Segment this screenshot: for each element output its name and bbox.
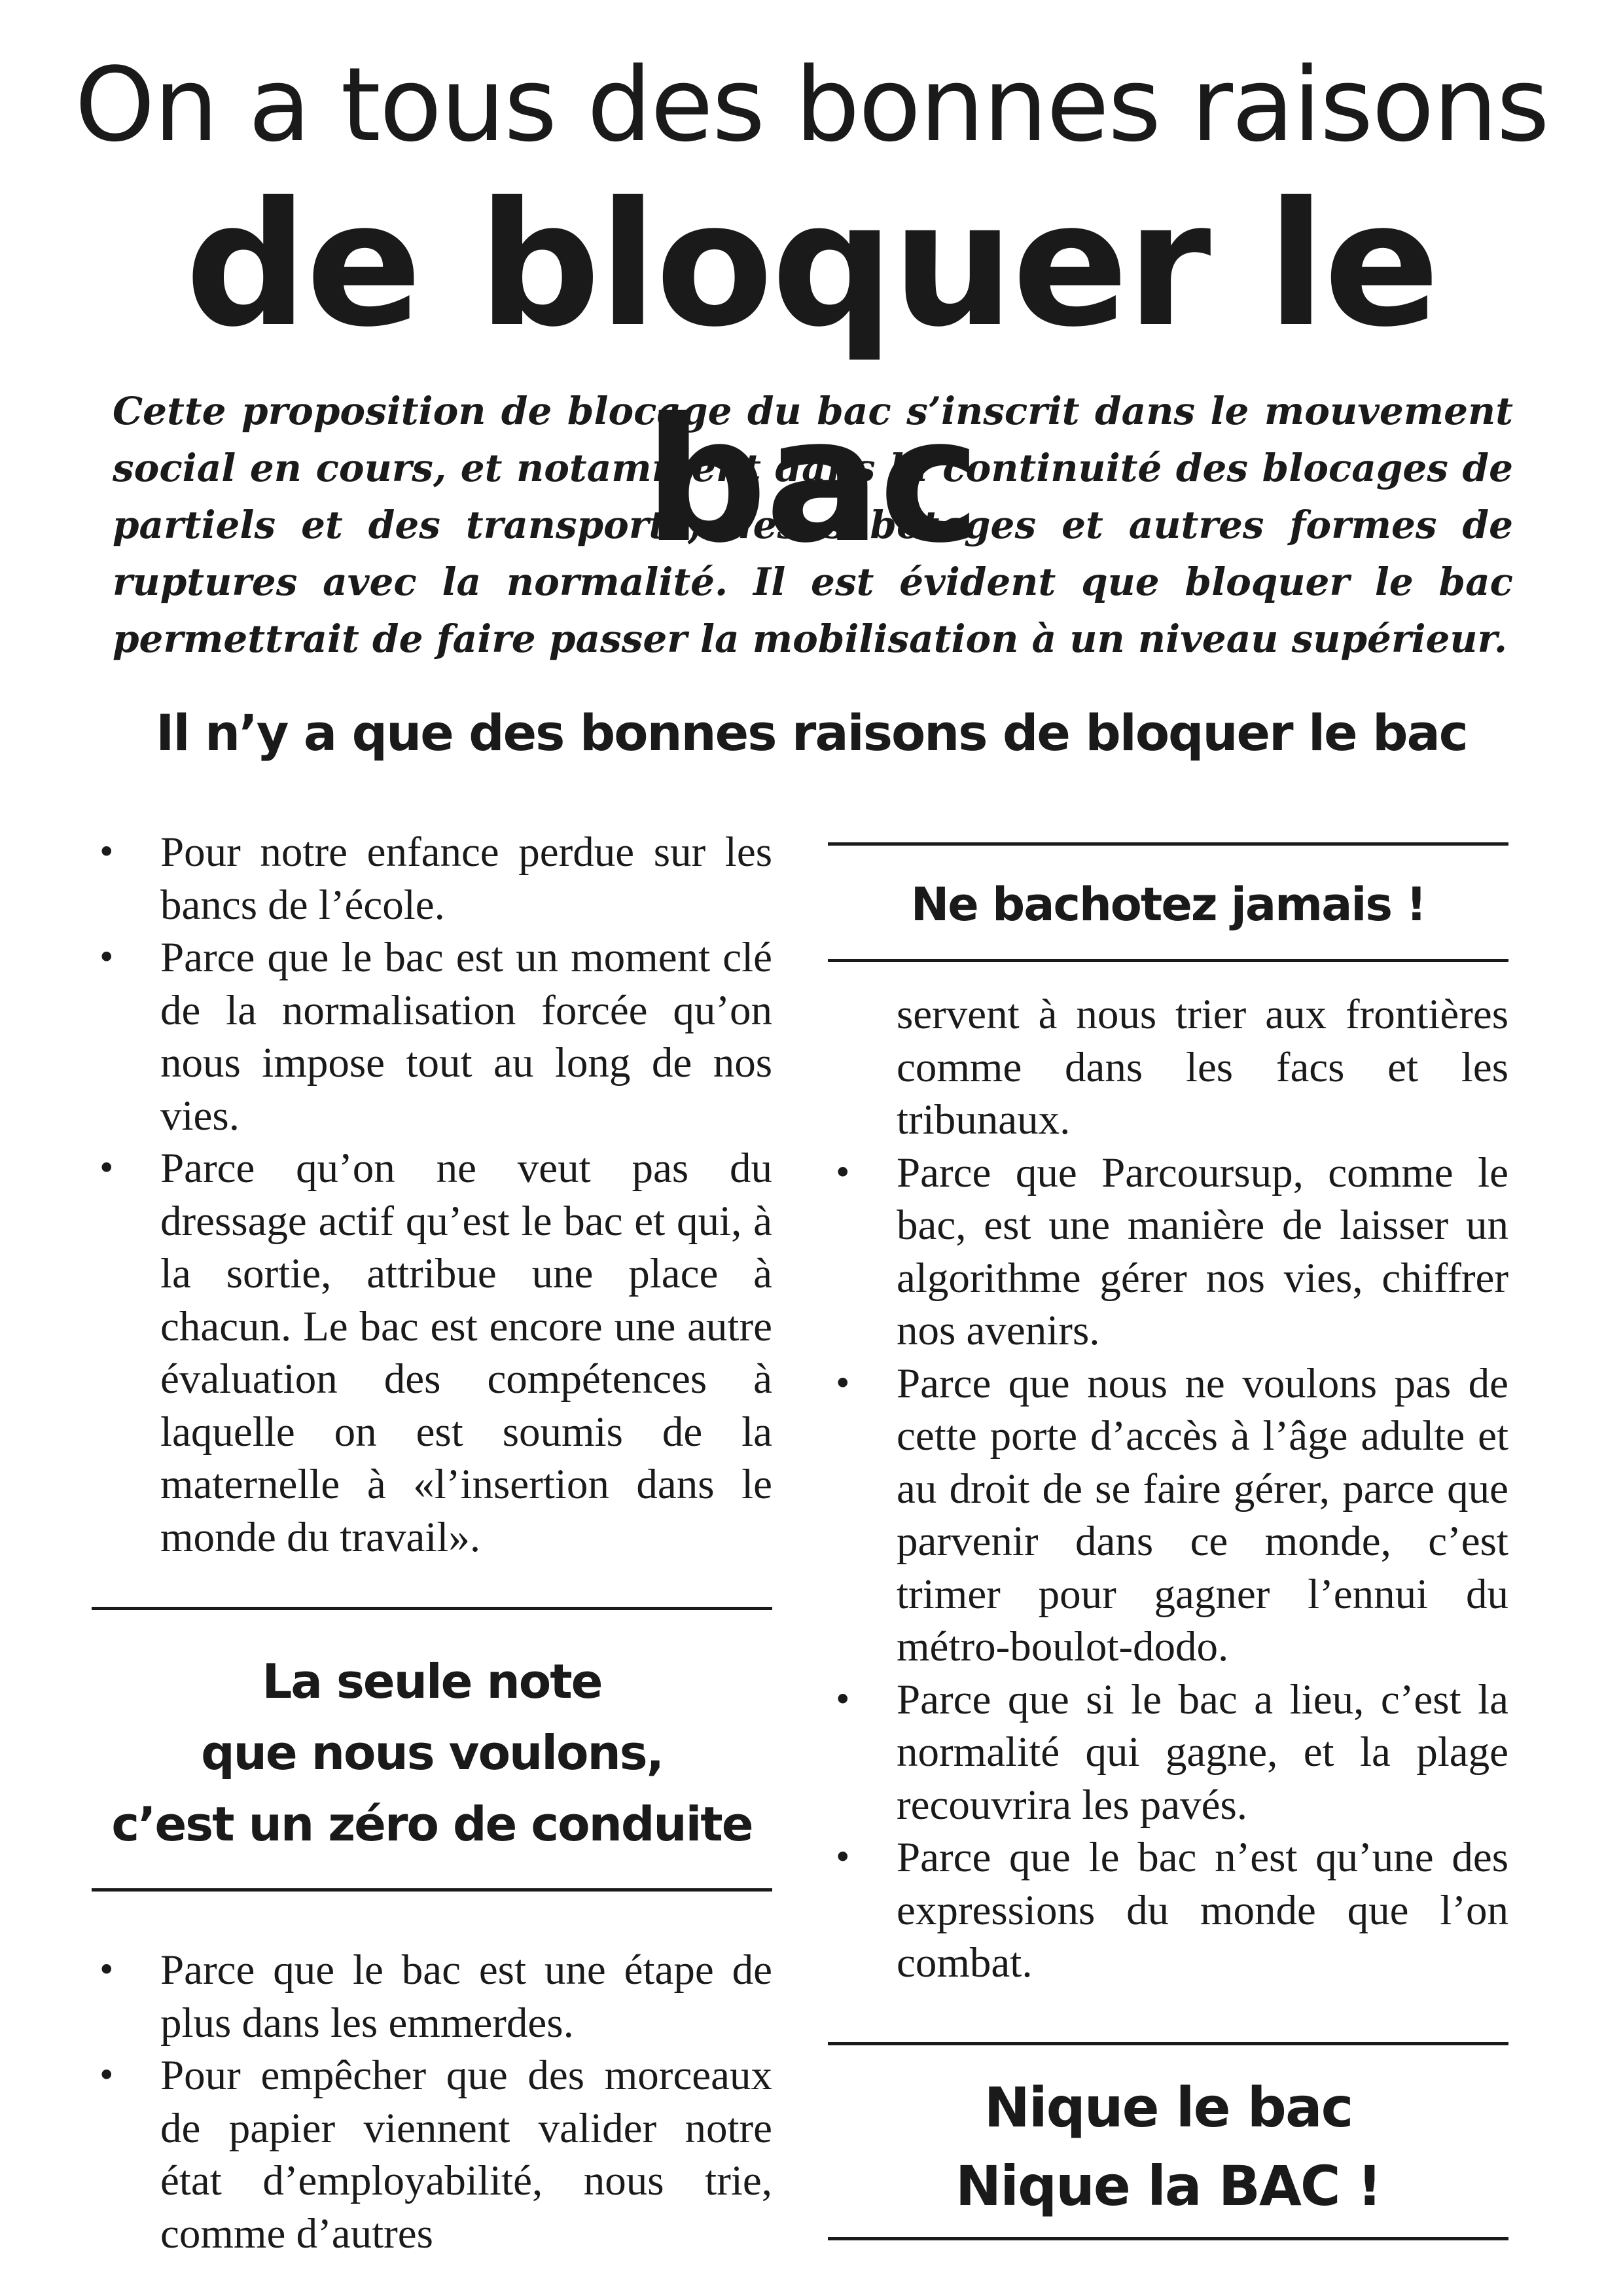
- slogan-line: c’est un zéro de conduite: [111, 1797, 753, 1852]
- slogan-box-zero-de-conduite: [92, 1646, 772, 1860]
- divider-rule: [828, 959, 1508, 962]
- bullet-icon: •: [97, 939, 116, 977]
- divider-rule: [92, 1607, 772, 1610]
- list-item: [92, 1944, 772, 2049]
- slogan-line: que nous voulons,: [201, 1725, 663, 1780]
- right-column-body: [828, 988, 1508, 1990]
- list-item-text: Parce que nous ne voulons pas de cette porte d’accès à l’âge adulte et au droit de se faire gérer, parce que parvenir dans ce monde, c’est trimer pour gagner l’ennui du métro-boulot-dodo.: [897, 1359, 1508, 1670]
- divider-rule: [828, 2237, 1508, 2240]
- slogan-line: Nique la BAC !: [955, 2154, 1382, 2218]
- slogan-line: La seule note: [262, 1654, 602, 1709]
- list-item: [828, 1831, 1508, 1990]
- divider-rule: [828, 842, 1508, 846]
- list-item: [92, 2049, 772, 2260]
- list-item: [92, 931, 772, 1142]
- bullet-list: [92, 826, 772, 1564]
- bullet-icon: •: [833, 1364, 853, 1403]
- bullet-list: [828, 1147, 1508, 1990]
- left-column-bottom: [92, 1944, 772, 2260]
- list-item: [92, 1142, 772, 1564]
- bullet-list: [92, 1944, 772, 2260]
- left-column-top: [92, 826, 772, 1564]
- bullet-icon: •: [833, 1839, 853, 1876]
- intro-paragraph: Cette proposition de blocage du bac s’inscrit dans le mouvement social en cours, et notamment dans la continuité des blocages de partiels et des transports, des sabotages et autres formes de ruptures avec la normalité. Il est évident que bloquer le bac permettrait de faire passer la mobilisation à un niveau supérieur.: [113, 389, 1513, 661]
- list-item: [92, 826, 772, 931]
- list-item-text: Parce qu’on ne veut pas du dressage actif qu’est le bac et qui, à la sortie, attribue une place à chacun. Le bac est encore une autre évaluation des compétences à laquelle on est soumis de la maternelle à «l’insertion dans le monde du travail».: [160, 1145, 772, 1561]
- slogan-box-ne-bachotez-jamais: Ne bachotez jamais !: [910, 878, 1426, 931]
- list-item-text: Parce que Parcoursup, comme le bac, est une manière de laisser un algorithme gérer nos vies, chiffrer nos avenirs.: [897, 1149, 1508, 1354]
- list-item: [828, 1147, 1508, 1357]
- continuation-text: servent à nous trier aux frontières comme dans les facs et les tribunaux.: [897, 991, 1508, 1143]
- headline-line-1: On a tous des bonnes raisons: [75, 45, 1548, 164]
- slogan-box-nique-le-bac: [828, 2068, 1508, 2225]
- bullet-icon: •: [97, 2056, 116, 2094]
- list-item-text: Parce que si le bac a lieu, c’est la normalité qui gagne, et la plage recouvrira les pavés.: [897, 1676, 1508, 1829]
- list-item-text: Pour empêcher que des morceaux de papier viennent valider notre état d’employabilité, nous trie, comme d’autres: [160, 2052, 772, 2257]
- slogan-line: Nique le bac: [984, 2075, 1353, 2140]
- list-item: [828, 1674, 1508, 1832]
- bullet-icon: •: [97, 1951, 116, 1989]
- list-item-text: Parce que le bac est un moment clé de la normalisation forcée qu’on nous impose tout au long de nos vies.: [160, 934, 772, 1139]
- headline-line-2: de bloquer le bac: [185, 165, 1438, 581]
- list-item-text: Pour notre enfance perdue sur les bancs de l’école.: [160, 829, 772, 929]
- divider-rule: [92, 1888, 772, 1892]
- bullet-icon: •: [97, 1149, 116, 1187]
- section-heading: Il n’y a que des bonnes raisons de bloquer le bac: [156, 704, 1467, 762]
- list-item-text: Parce que le bac est une étape de plus dans les emmerdes.: [160, 1946, 772, 2047]
- bullet-icon: •: [833, 1680, 853, 1719]
- list-item-text: Parce que le bac n’est qu’une des expressions du monde que l’on combat.: [897, 1834, 1508, 1986]
- list-item: [828, 1357, 1508, 1674]
- bullet-icon: •: [97, 833, 116, 871]
- bullet-icon: •: [833, 1153, 853, 1192]
- divider-rule: [828, 2042, 1508, 2045]
